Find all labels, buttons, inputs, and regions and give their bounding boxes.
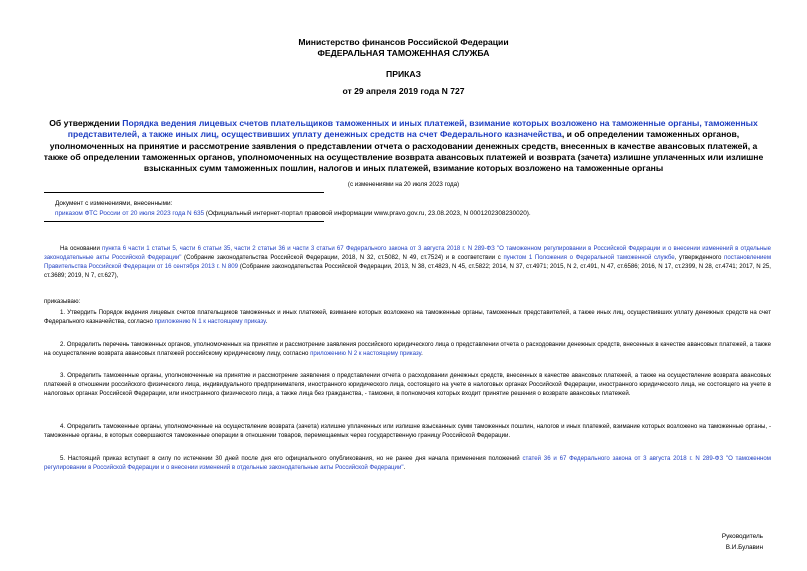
signer-name: В.И.Булавин [725, 544, 763, 551]
order-word: приказываю: [44, 298, 81, 305]
preamble-text-2: (Собрание законодательства Российской Федерации, 2018, N 32, ст.5082, N 49, ст.7524) и в соответствии с [181, 254, 504, 262]
item-3: 3. Определить таможенные органы, уполномоченные на принятие и рассмотрение заявления о представлении отчета о расходовании денежных средств, внесенных в качестве авансовых платежей, а также на осуществление возврата авансовых платежей в отношении российского физического лица, индивидуального предпринимателя, иностранного юридического лица, состоящего на учете в налоговых органах Российской Федерации, иностранного юридического лица, не состоящего на учете в налоговых органах Российской Федерации, или иностранного физического лица, а также лица без гражданства, - таможни, в полномочия которых входит принятие решения о возврате авансовых платежей. [44, 372, 771, 398]
item-5 [44, 454, 771, 472]
divider-bottom [44, 221, 324, 222]
appendix-2-link[interactable]: приложению N 2 к настоящему приказу [310, 350, 422, 358]
preamble-link-decree[interactable]: постановлением Правительства Российской Федерации от 16 сентября 2013 г. N 809 [44, 254, 772, 271]
item-1-text: 1. Утвердить Порядок ведения лицевых счетов плательщиков таможенных и иных платежей, взимание которых возложено на таможенные органы, таможенных представителей, а также иных лиц, осуществивших уплату денежных средств на счет Федерального казначейства, согласно [44, 309, 771, 326]
title-prefix: Об утверждении [49, 118, 123, 128]
doc-type: ПРИКАЗ [386, 69, 421, 79]
item-5-text: 5. Настоящий приказ вступает в силу по истечении 30 дней после дня его официального опубликования, но не ранее дня начала применения положений [60, 455, 523, 462]
changes-order-link[interactable]: приказом ФТС России от 20 июля 2023 года N 635 [55, 210, 205, 217]
preamble-text-1: На основании [60, 245, 103, 252]
title-link-procedure[interactable]: Порядка ведения лицевых счетов плательщиков таможенных и иных платежей, взимание которых возложено на таможенные органы, таможенных представителей, а также иных лиц, осуществивших уплату денежных средств на счет Федерального казначейства [67, 118, 758, 140]
preamble-text-4: (Собрание законодательства Российской Федерации, 2013, N 38, ст.4823, N 45, ст.5822; 2014, N 37, ст.4971; 2015, N 2, ст.491, N 47, ст.6586; 2016, N 17, ст.2399, N 28, ст.4741; 2017, N 25, ст.3689; 2019, N 7, ст.627), [44, 263, 771, 280]
changes-source: (Официальный интернет-портал правовой информации www.pravo.gov.ru, 23.08.2023, N 0001202308230020). [204, 210, 531, 217]
changes-entry [55, 209, 755, 219]
item-2-text: 2. Определить перечень таможенных органов, уполномоченных на принятие и рассмотрение заявления российского юридического лица о представлении отчета о расходовании денежных средств, внесенных в качестве авансовых платежей, а также на осуществление возврата авансовых платежей российскому юридическому лицу, согласно [44, 341, 771, 358]
preamble [44, 244, 771, 280]
signature-block [722, 531, 763, 553]
item-1 [44, 308, 771, 326]
item-2-end: . [421, 350, 423, 358]
appendix-1-link[interactable]: приложению N 1 к настоящему приказу [154, 318, 266, 326]
law-articles-link[interactable]: статей 36 и 67 Федерального закона от 3 августа 2018 г. N 289-ФЗ "О таможенном регулировании в Российской Федерации и о внесении изменений в отдельные законодательные акты Российской Федерации" [44, 455, 771, 472]
item-5-end: . [403, 464, 406, 472]
item-2 [44, 340, 771, 358]
preamble-link-regulation[interactable]: пунктом 1 Положения о Федеральной таможенной службе [503, 254, 675, 262]
title-suffix: , и об определении таможенных органов, уполномоченных на принятие и рассмотрение заявления о представлении отчета о расходовании денежных средств, внесенных в качестве авансовых платежей, а также об определении таможенных органов, уполномоченных на осуществление возврата авансовых платежей и возврата (зачета) излишне уплаченных или излишне взысканных сумм таможенных пошлин, налогов и иных платежей, взимание которых возложено на таможенные органы [43, 129, 764, 174]
order-date-number: от 29 апреля 2019 года N 727 [342, 86, 465, 96]
ministry-name: Министерство финансов Российской Федерации [298, 37, 509, 47]
revision-note: (с изменениями на 20 июля 2023 года) [347, 181, 460, 188]
document-title [40, 118, 767, 174]
divider-top [44, 192, 324, 193]
signer-role: Руководитель [721, 533, 763, 540]
service-name: ФЕДЕРАЛЬНАЯ ТАМОЖЕННАЯ СЛУЖБА [317, 48, 490, 58]
item-1-end: . [265, 318, 268, 326]
changes-label: Документ с изменениями, внесенными: [55, 200, 173, 207]
changes-block [55, 199, 755, 219]
item-4: 4. Определить таможенные органы, уполномоченные на осуществление возврата (зачета) излишне уплаченных или излишне взысканных сумм таможенных пошлин, налогов и иных платежей, взимание которых возложено на таможенные органы, - таможенные органы, в которых совершаются таможенные операции в отношении товаров, перемещаемых через государственную границу Российской Федерации. [44, 423, 771, 440]
preamble-link-law[interactable]: пункта 6 части 1 статьи 5, части 6 статьи 35, части 2 статьи 36 и части 3 статьи 67 Федерального закона от 3 августа 2018 г. N 289-ФЗ "О таможенном регулировании в Российской Федерации и о внесении изменений в отдельные законодательные акты Российской Федерации" [44, 245, 771, 262]
preamble-text-3: , утвержденного [674, 254, 725, 262]
